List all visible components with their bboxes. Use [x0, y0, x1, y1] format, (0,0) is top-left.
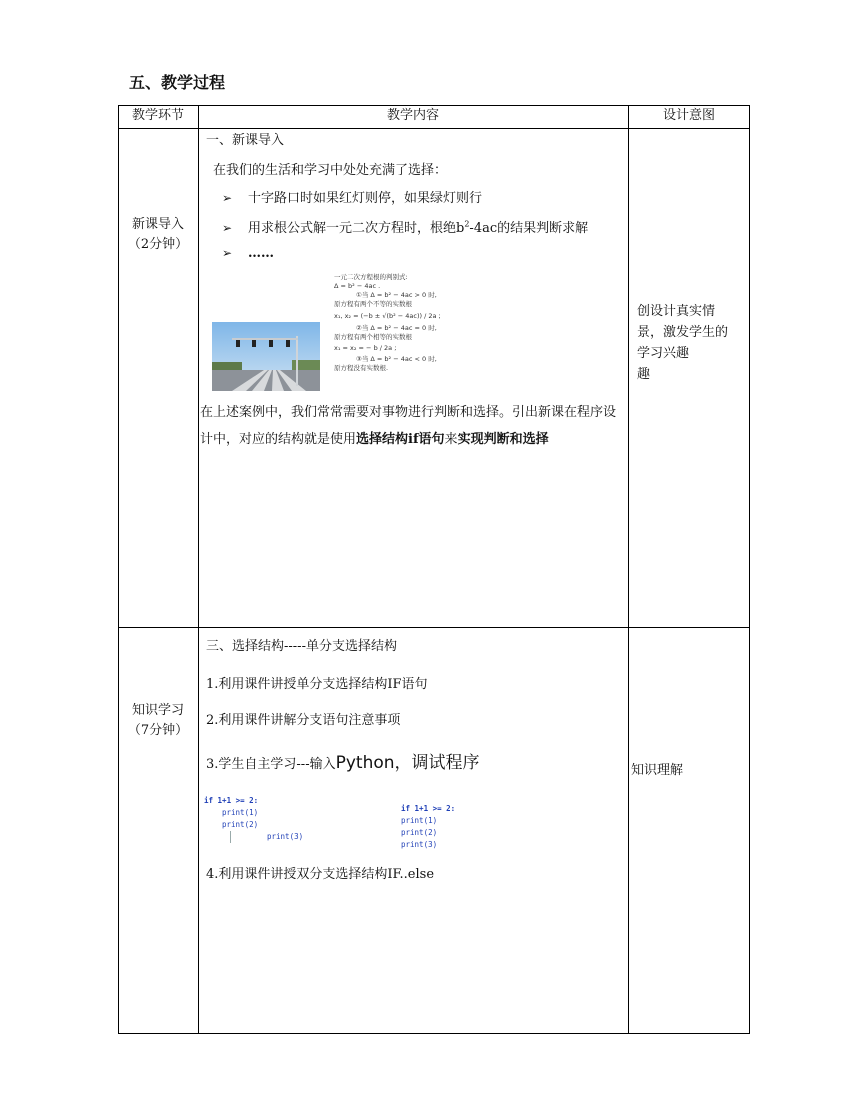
- table-header-divider: [118, 128, 750, 129]
- bullet-item: ➢ 用求根公式解一元二次方程时，根绝$b^2-4ac$的结果判断求解: [222, 219, 589, 236]
- code-snippet-unindented: if 1+1 >= 2: print(1) print(2) print(3): [401, 804, 456, 849]
- section-title: 五、教学过程: [129, 73, 226, 92]
- row2-item-4: 4.利用课件讲授双分支选择结构IF..else: [206, 867, 435, 882]
- row2-stage: [118, 701, 198, 741]
- row2-intent: 知识理解: [631, 763, 684, 778]
- row2-item-2: 2.利用课件讲解分支语句注意事项: [206, 713, 401, 728]
- row1-stage-duration: （2分钟）: [127, 237, 189, 252]
- arrow-bullet-icon: ➢: [222, 246, 233, 260]
- quadratic-discriminant-figure: 一元二次方程根的判别式: Δ = b² − 4ac . ①当 Δ = b² − 4ac > 0 时, 原方程有两个不等的实数根 x₁, x₂ = (−b ± √(b² − 4ac)) / 2a ; ②当 Δ = b² − 4ac = 0 时, 原方程有两个相等的实数根 x₁ = x₂ = − b / 2a ; ③当 Δ = b² − 4ac < 0 时, 原方程没有实数根.: [334, 273, 441, 372]
- row1-stage: [118, 215, 198, 255]
- row2-stage-name: 知识学习: [131, 703, 184, 718]
- bullet-item: ➢ ……: [222, 246, 274, 261]
- superscript: 2: [464, 219, 470, 229]
- row2-stage-duration: （7分钟）: [127, 723, 189, 738]
- row2-item-3: 3.学生自主学习---输入Python，调试程序: [206, 753, 480, 773]
- arrow-bullet-icon: ➢: [222, 221, 233, 235]
- table-col-divider-2: [628, 105, 629, 1034]
- row2-item-1: 1.利用课件讲授单分支选择结构IF语句: [206, 677, 428, 692]
- arrow-bullet-icon: ➢: [222, 191, 233, 205]
- row1-heading: 一、新课导入: [206, 133, 285, 148]
- row1-stage-name: 新课导入: [131, 217, 184, 232]
- table-row-divider: [118, 627, 750, 628]
- row1-intent: 创设计真实情 景，激发学生的 学习兴趣 趣: [637, 304, 729, 382]
- table-border-bottom: [118, 1033, 750, 1034]
- row2-heading: 三、选择结构-----单分支选择结构: [206, 639, 397, 654]
- header-stage: 教学环节: [131, 108, 184, 123]
- header-content: 教学内容: [386, 108, 439, 123]
- row1-intro: 在我们的生活和学习中处处充满了选择：: [213, 163, 448, 178]
- bullet-item: ➢ 十字路口时如果红灯则停，如果绿灯则行: [222, 191, 483, 206]
- header-intent: 设计意图: [662, 108, 715, 123]
- traffic-light-photo: [212, 322, 320, 391]
- row1-paragraph: 在上述案例中，我们常常需要对事物进行判断和选择。引出新课在程序设计中，对应的结构就是使用选择结构if语句来实现判断和选择: [200, 405, 617, 447]
- code-snippet-indented: if 1+1 >= 2: print(1) print(2) print(3): [204, 796, 304, 841]
- table-border-right: [749, 105, 750, 1034]
- table-col-divider-1: [198, 105, 199, 1034]
- teaching-process-table: [118, 105, 750, 1034]
